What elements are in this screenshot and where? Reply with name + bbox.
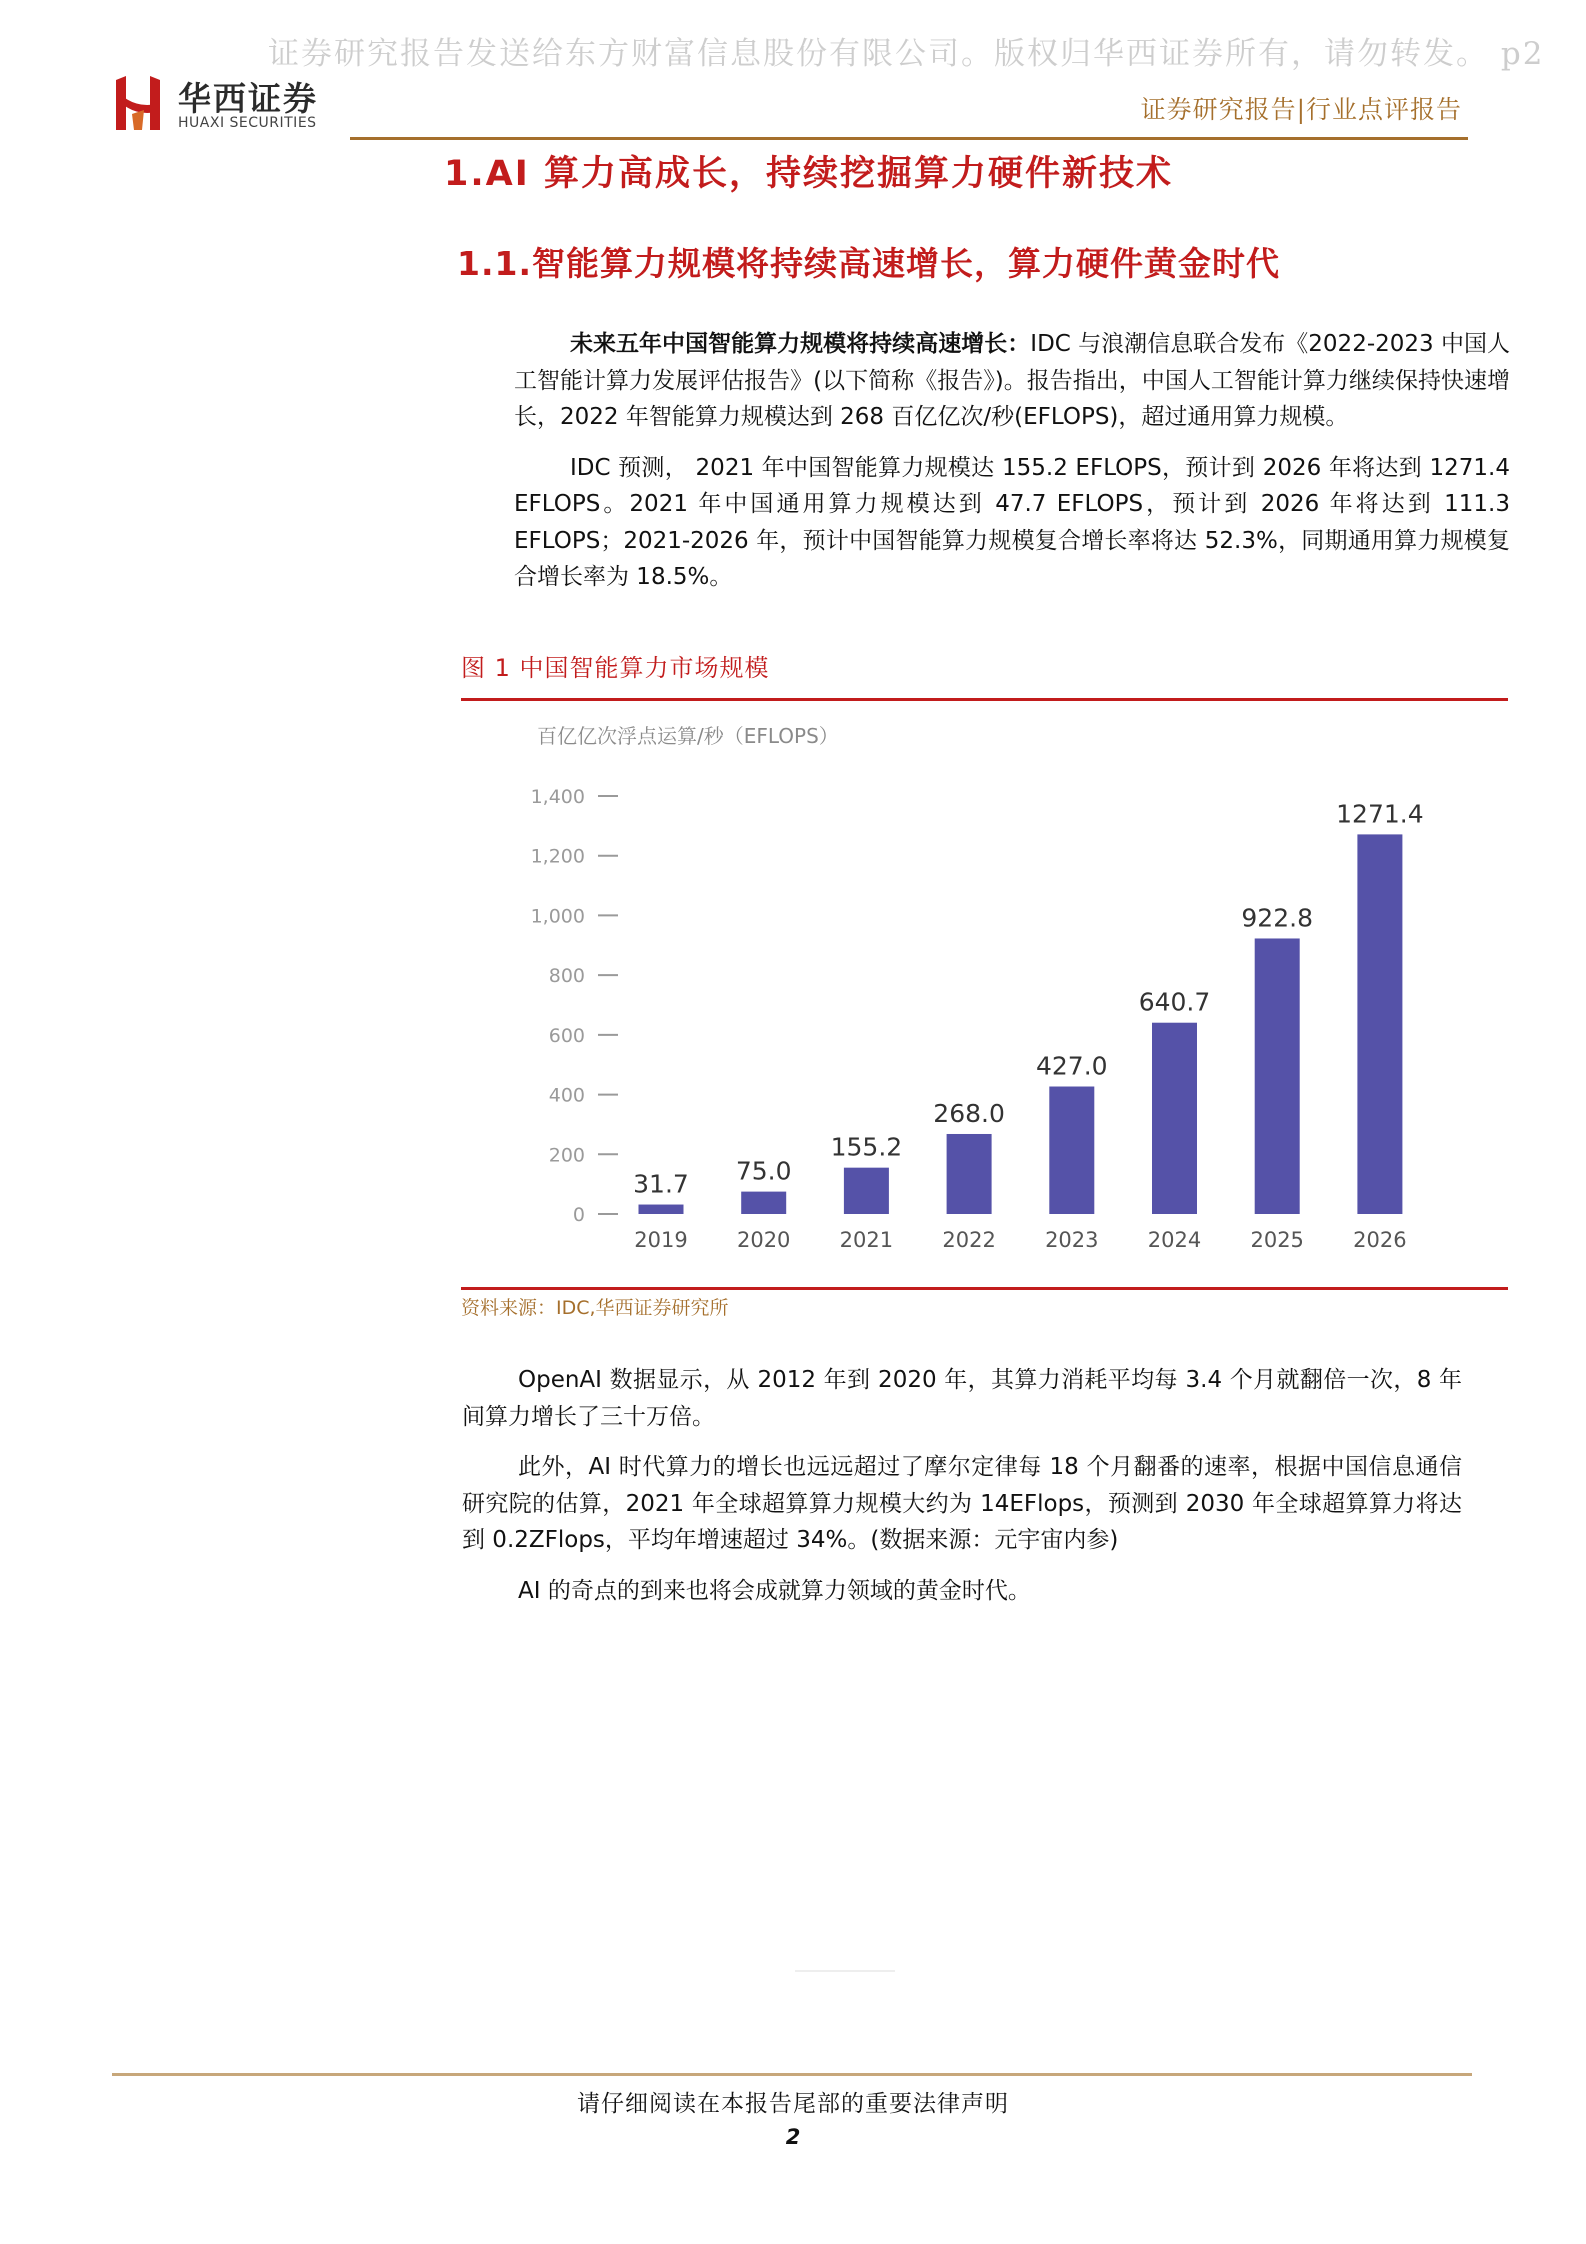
watermark-text: 证券研究报告发送给东方财富信息股份有限公司。版权归华西证券所有，请勿转发。 p2 [268,36,1545,72]
y-tick-label: 0 [572,1204,585,1226]
data-label-2021: 155.2 [830,1132,903,1162]
bar-chart [461,702,1508,1290]
y-tick-label: 200 [548,1144,585,1167]
page-number: 2 [785,2125,801,2149]
bar-2026 [1357,834,1402,1214]
section-heading: 1.AI 算力高成长，持续挖掘算力硬件新技术 [444,154,1173,194]
figure-title: 图 1 中国智能算力市场规模 [461,654,770,682]
data-label-2024: 640.7 [1138,987,1211,1017]
paragraph-1-body: IDC 与浪潮信息联合发布《2022-2023 中国人工智能计算力发展评估报告》(以下简称《报告》)。报告指出，中国人工智能计算力继续保持快速增长，2022 年智能算力规模达到 268 百亿亿次/秒(EFLOPS)，超过通用算力规模。 [514,331,1511,430]
figure-source: 资料来源：IDC,华西证券研究所 [461,1297,729,1319]
x-tick-label-2019: 2019 [634,1228,688,1252]
y-tick-label: 1,200 [530,845,585,868]
bar-2025 [1255,938,1300,1214]
paragraph-3: OpenAI 数据显示，从 2012 年到 2020 年，其算力消耗平均每 3.4 个月就翻倍一次，8 年间算力增长了三十万倍。 [462,1367,1462,1430]
y-axis-title: 百亿亿次浮点运算/秒（EFLOPS） [537,724,839,748]
logo-english-name: HUAXI SECURITIES [178,115,317,131]
data-label-2025: 922.8 [1241,903,1313,933]
report-type-label: 证券研究报告|行业点评报告 [1140,95,1462,124]
y-tick-label: 1,400 [530,786,585,808]
figure-top-rule [461,698,1508,701]
paragraph-4: 此外，AI 时代算力的增长也远远超过了摩尔定律每 18 个月翻番的速率，根据中国信息通信研究院的估算，2021 年全球超算算力规模大约为 14EFlops，预测到 2030 年全球超算算力将达到 0.2ZFlops，平均年增速超过 34%。(数据来源：元宇宙内参) [462,1454,1462,1553]
logo-chinese-name: 华西证券 [178,79,318,118]
faint-mark [795,1970,895,1972]
x-tick-label-2024: 2024 [1147,1228,1202,1252]
y-tick-label: 800 [548,965,585,988]
body-paragraphs [462,1362,1462,1609]
y-tick-label: 1,000 [530,905,585,928]
bar-2022 [947,1134,992,1214]
footer-divider [112,2073,1472,2076]
x-tick-label-2020: 2020 [736,1228,791,1252]
x-tick-label-2021: 2021 [839,1228,894,1252]
data-label-2019: 31.7 [633,1169,689,1199]
data-label-2023: 427.0 [1036,1051,1108,1081]
x-tick-label-2026: 2026 [1353,1228,1407,1252]
y-tick-label: 400 [548,1084,585,1107]
bar-2021 [844,1168,889,1214]
bar-2019 [639,1205,684,1214]
x-tick-label-2023: 2023 [1045,1228,1099,1252]
paragraph-2: IDC 预测， 2021 年中国智能算力规模达 155.2 EFLOPS，预计到 2026 年将达到 1271.4 EFLOPS。2021 年中国通用算力规模达到 47.7 EFLOPS，预计到 2026 年将达到 111.3 EFLOPS；2021-2026 年，预计中国智能算力规模复合增长率将达 52.3%，同期通用算力规模复合增长率为 18.5%。 [514,454,1510,590]
y-tick-label: 600 [548,1024,585,1047]
x-tick-label-2025: 2025 [1250,1228,1304,1252]
legal-notice: 请仔细阅读在本报告尾部的重要法律声明 [577,2091,1009,2117]
bar-2024 [1152,1023,1197,1214]
intro-paragraphs [514,326,1510,596]
header-divider [350,137,1468,140]
paragraph-1-lead: 未来五年中国智能算力规模将持续高速增长： [570,331,1031,357]
data-label-2022: 268.0 [933,1098,1005,1128]
bar-2023 [1049,1087,1094,1214]
x-tick-label-2022: 2022 [942,1228,996,1252]
data-label-2026: 1271.4 [1336,799,1424,829]
paragraph-5: AI 的奇点的到来也将会成就算力领域的黄金时代。 [518,1577,1031,1604]
subsection-heading: 1.1.智能算力规模将持续高速增长，算力硬件黄金时代 [457,244,1280,283]
bar-2020 [741,1192,786,1214]
data-label-2020: 75.0 [735,1156,792,1186]
huaxi-logo-icon [112,74,164,132]
figure-bottom-rule [461,1287,1508,1290]
paragraph-1 [514,326,1510,436]
